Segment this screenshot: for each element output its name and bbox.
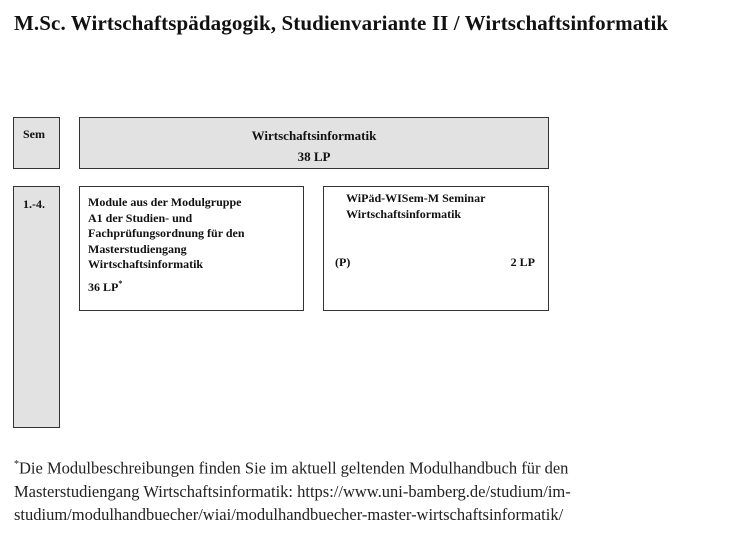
module-line: Wirtschaftsinformatik: [346, 206, 462, 221]
semester-column: [13, 186, 60, 428]
seminar-title: [346, 191, 485, 222]
module-line: Fachprüfungsordnung für den: [88, 226, 245, 240]
module-line: Module aus der Modulgruppe: [88, 195, 242, 209]
module-credits: 2 LP: [510, 255, 535, 269]
module-box-seminar: [323, 186, 549, 311]
module-type: (P): [335, 255, 351, 269]
footnote-line: [14, 453, 749, 480]
semester-header: [13, 117, 60, 169]
module-line: A1 der Studien- und: [88, 210, 193, 225]
footnote: [14, 453, 749, 526]
semester-header-label: Sem: [23, 127, 45, 141]
module-line: Masterstudiengang: [88, 241, 187, 256]
footnote-text: Die Modulbeschreibungen finden Sie im aktuell geltenden Modulhandbuch für den: [19, 458, 569, 478]
area-header: [79, 117, 549, 169]
footnote-line: studium/modulhandbuecher/wiai/modulhandbuecher-master-wirtschaftsinformatik/: [14, 504, 564, 524]
area-credits: 38 LP: [297, 149, 331, 164]
semester-range: 1.-4.: [23, 197, 45, 211]
module-box-modulgruppe: [79, 186, 304, 311]
area-title: Wirtschaftsinformatik: [251, 128, 377, 143]
footnote-mark: *: [14, 459, 19, 470]
module-credits: [88, 276, 303, 296]
footnote-line: Masterstudiengang Wirtschaftsinformatik: https://www.uni-bamberg.de/studium/im-: [14, 481, 571, 501]
module-credits-value: 36 LP: [88, 279, 119, 294]
footnote-mark: *: [118, 278, 123, 288]
page-title: M.Sc. Wirtschaftspädagogik, Studienvariante II / Wirtschaftsinformatik: [14, 11, 669, 35]
module-line: WiPäd-WISem-M Seminar: [346, 191, 486, 205]
module-line: Wirtschaftsinformatik: [88, 257, 204, 271]
